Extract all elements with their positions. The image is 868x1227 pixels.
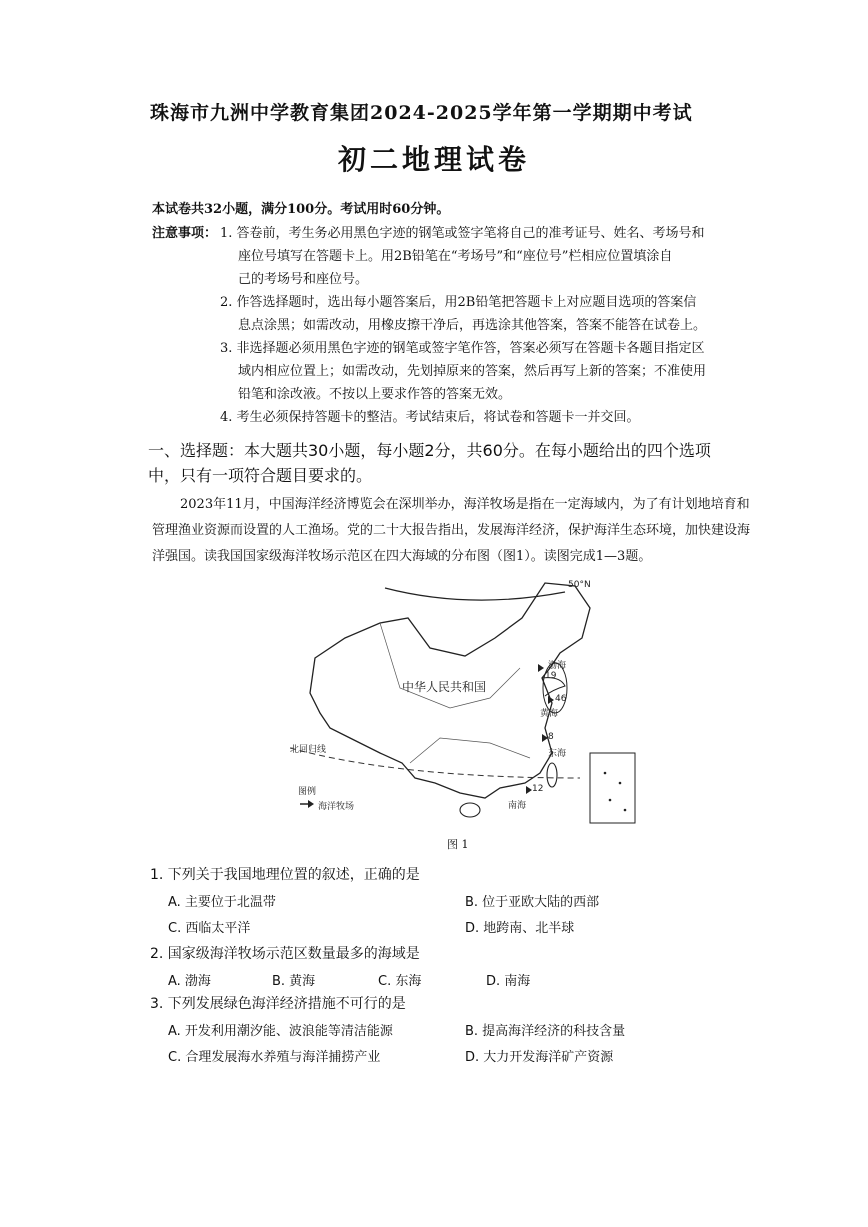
notice-2-line-1: 2. 作答选择题时，选出每小题答案后，用2B铅笔把答题卡上对应题目选项的答案信	[220, 295, 697, 310]
question-2-stem: 2. 国家级海洋牧场示范区数量最多的海域是	[150, 946, 420, 962]
section-heading-line-2: 中，只有一项符合题目要求的。	[148, 466, 373, 485]
huanghai-count: 46	[555, 694, 567, 704]
section-heading	[148, 438, 758, 488]
notice-4-line-1: 4. 考生必须保持答题卡的整洁。考试结束后，将试卷和答题卡一并交回。	[220, 410, 640, 425]
notice-1-line-1: 1. 答卷前，考生务必用黑色字迹的钢笔或签字笔将自己的准考证号、姓名、考场号和	[220, 226, 705, 241]
section-heading-line-1: 一、选择题：本大题共30小题，每小题2分，共60分。在每小题给出的四个选项	[148, 441, 711, 460]
donghai-label: 东海	[548, 749, 567, 759]
legend-item-label: 海洋牧场	[318, 802, 355, 812]
notice-list	[220, 222, 760, 429]
nanhai-count: 12	[532, 784, 544, 794]
notice-3-line-3: 铅笔和涂改液。不按以上要求作答的答案无效。	[238, 387, 512, 402]
exam-subtitle: 初二地理试卷	[337, 143, 530, 176]
question-3-option-a: A. 开发利用潮汐能、波浪能等清洁能源	[168, 1024, 393, 1039]
taiwan-island	[547, 763, 557, 787]
question-1-option-c: C. 西临太平洋	[168, 921, 251, 936]
internal-boundary-2	[410, 738, 530, 763]
notice-1-line-3: 己的考场号和座位号。	[238, 272, 369, 287]
latitude-label: 50°N	[568, 580, 591, 590]
exam-info: 本试卷共32小题，满分100分。考试用时60分钟。	[152, 202, 450, 217]
question-1-option-b: B. 位于亚欧大陆的西部	[465, 895, 600, 910]
question-1-stem: 1. 下列关于我国地理位置的叙述，正确的是	[150, 867, 420, 883]
huanghai-label: 黄海	[540, 709, 559, 719]
bohai-label: 渤海	[548, 661, 567, 671]
tropic-of-cancer-line	[290, 748, 580, 778]
question-2-option-c: C. 东海	[378, 974, 422, 989]
nanhai-label: 南海	[508, 801, 527, 811]
notice-3-line-1: 3. 非选择题必须用黑色字迹的钢笔或签字笔作答，答案必须写在答题卡各题目指定区	[220, 341, 705, 356]
country-label: 中华人民共和国	[402, 680, 487, 694]
question-2-option-a: A. 渤海	[168, 974, 211, 989]
china-map-figure	[290, 578, 650, 838]
question-3-option-d: D. 大力开发海洋矿产资源	[465, 1050, 614, 1065]
figure-caption: 图 1	[447, 838, 469, 851]
hainan-island	[460, 803, 480, 817]
question-2-option-d: D. 南海	[486, 974, 531, 989]
question-3-option-c: C. 合理发展海水养殖与海洋捕捞产业	[168, 1050, 381, 1065]
question-3-stem: 3. 下列发展绿色海洋经济措施不可行的是	[150, 996, 406, 1012]
notice-1-line-2: 座位号填写在答题卡上。用2B铅笔在“考场号”和“座位号”栏相应位置填涂自	[238, 249, 673, 264]
notice-2-line-2: 息点涂黑；如需改动，用橡皮擦干净后，再选涂其他答案，答案不能答在试卷上。	[238, 318, 707, 333]
tropic-label: 北回归线	[290, 745, 327, 755]
question-1-option-a: A. 主要位于北温带	[168, 895, 276, 910]
south-china-sea-inset	[590, 753, 635, 823]
bohai-count: 19	[545, 671, 557, 681]
question-2-option-b: B. 黄海	[272, 974, 316, 989]
notice-3-line-2: 域内相应位置上；如需改动，先划掉原来的答案，然后再写上新的答案；不准使用	[238, 364, 707, 379]
donghai-count: 8	[548, 732, 554, 742]
legend-title: 图例	[298, 787, 317, 797]
reading-passage: 2023年11月，中国海洋经济博览会在深圳举办，海洋牧场是指在一定海域内，为了有计划地培育和管理渔业资源而设置的人工渔场。党的二十大报告指出，发展海洋经济，保护海洋生态环境，加快建设海洋强国。读我国国家级海洋牧场示范区在四大海域的分布图（图1）。读图完成1—3题。	[152, 497, 751, 564]
notice-label: 注意事项：	[152, 226, 218, 241]
exam-title: 珠海市九洲中学教育集团2024-2025学年第一学期期中考试	[150, 102, 693, 124]
question-3-option-b: B. 提高海洋经济的科技含量	[465, 1024, 626, 1039]
question-1-option-d: D. 地跨南、北半球	[465, 921, 575, 936]
